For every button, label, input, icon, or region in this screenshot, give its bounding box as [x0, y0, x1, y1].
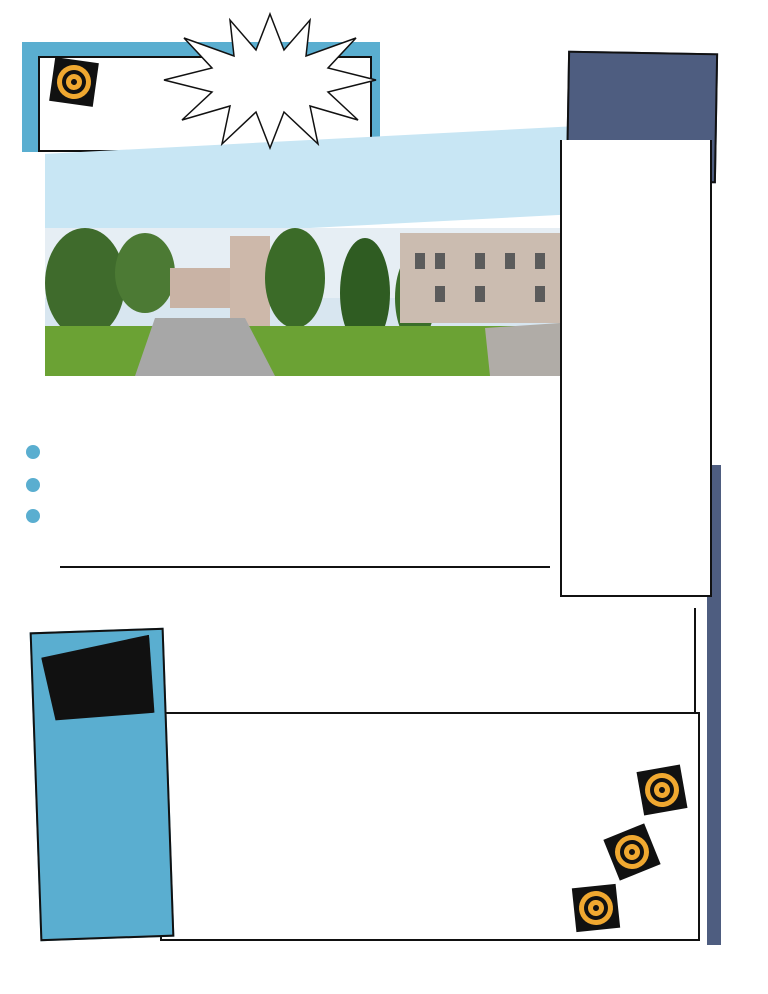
separator-line [60, 566, 550, 568]
school-starburst [160, 10, 380, 150]
target-icon [637, 765, 688, 816]
bullet-dot [26, 509, 40, 523]
toc-panel [560, 140, 712, 597]
bullet-dot [26, 445, 40, 459]
target-icon [49, 57, 99, 107]
lower-frame [160, 712, 700, 941]
target-icon [572, 884, 620, 932]
school-photo [45, 228, 560, 376]
lower-outer-line [694, 608, 696, 712]
bullet-dot [26, 478, 40, 492]
